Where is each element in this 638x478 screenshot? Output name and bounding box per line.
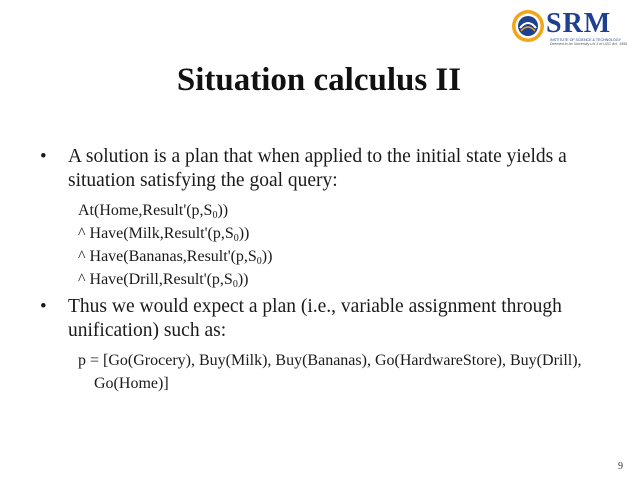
logo-wordmark: SRM [546, 8, 612, 39]
slide-content [40, 145, 600, 395]
bullet-text: A solution is a plan that when applied to the initial state yields a situation satisfying the goal query: [68, 146, 567, 191]
logo-subtitle-line1: INSTITUTE OF SCIENCE & TECHNOLOGY [550, 38, 622, 42]
plan-line: p = [Go(Grocery), Buy(Milk), Buy(Bananas), Go(HardwareStore), Buy(Drill), Go(Home)] [78, 352, 582, 392]
bullet-text: Thus we would expect a plan (i.e., variable assignment through unification) such as: [68, 296, 562, 341]
bullet-dot-icon: • [40, 296, 47, 317]
logo-subtitle [550, 38, 634, 47]
goal-query [40, 199, 600, 291]
goal-query-line: ^ $Have(Milk,Result'(p,S_0))$ [78, 225, 250, 244]
slide-title: Situation calculus II [176, 62, 462, 98]
goal-query-line: ^ $Have(Drill,Result'(p,S_0))$ [78, 271, 249, 290]
goal-query-line: $At(Home,Result'(p,S_0))$ [78, 202, 229, 221]
goal-query-line: ^ $Have(Bananas,Result'(p,S_0))$ [78, 248, 273, 267]
page-number: 9 [618, 461, 623, 472]
bullet-plan [40, 295, 600, 343]
plan-example [40, 349, 600, 395]
bullet-dot-icon: • [40, 146, 47, 167]
srm-logo [510, 8, 632, 48]
bullet-solution [40, 145, 600, 193]
srm-emblem-icon [510, 8, 546, 44]
logo-subtitle-line2: Deemed to be University u/s 3 of UGC Act, 1956 [550, 42, 628, 47]
